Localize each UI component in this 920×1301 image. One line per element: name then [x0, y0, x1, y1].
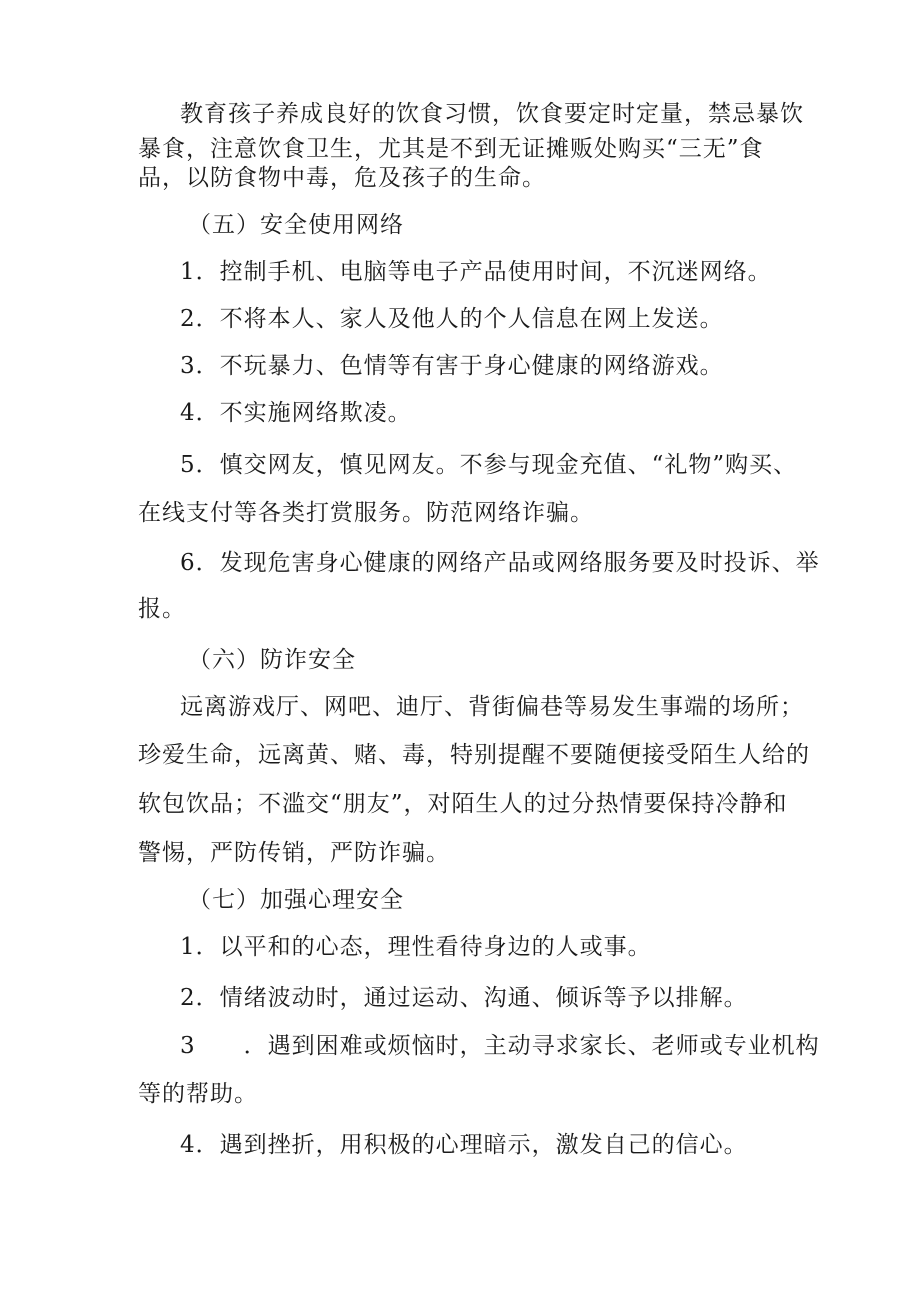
- food-line-3: 品，以防食物中毒，危及孩子的生命。: [138, 165, 546, 191]
- section-5-item-6-line-2: 报。: [138, 596, 186, 622]
- food-line-2: 暴食，注意饮食卫生，尤其是不到无证摊贩处购买“三无”食: [138, 136, 764, 162]
- section-6-para-line-3: 软包饮品；不滥交“朋友”，对陌生人的过分热情要保持冷静和: [138, 791, 788, 817]
- section-7-item-3-line-1: 3 ．遇到困难或烦恼时，主动寻求家长、老师或专业机构: [180, 1033, 820, 1059]
- section-5-item-1: 1．控制手机、电脑等电子产品使用时间，不沉迷网络。: [180, 259, 772, 285]
- section-7-item-1: 1．以平和的心态，理性看待身边的人或事。: [180, 934, 652, 960]
- section-5-item-4: 4．不实施网络欺凌。: [180, 400, 412, 426]
- section-5-item-5-line-2: 在线支付等各类打赏服务。防范网络诈骗。: [138, 500, 594, 526]
- section-7-item-4: 4．遇到挫折，用积极的心理暗示，激发自己的信心。: [180, 1132, 748, 1158]
- section-7-item-2: 2．情绪波动时，通过运动、沟通、倾诉等予以排解。: [180, 985, 748, 1011]
- section-5-heading: （五）安全使用网络: [188, 212, 404, 238]
- section-7-item-3-line-2: 等的帮助。: [138, 1081, 258, 1107]
- section-6-para-line-1: 远离游戏厅、网吧、迪厅、背街偏巷等易发生事端的场所；: [180, 694, 804, 720]
- section-6-heading: （六）防诈安全: [188, 647, 356, 673]
- section-5-item-3: 3．不玩暴力、色情等有害于身心健康的网络游戏。: [180, 353, 724, 379]
- section-6-para-line-2: 珍爱生命，远离黄、赌、毒，特别提醒不要随便接受陌生人给的: [138, 742, 810, 768]
- section-5-item-6-line-1: 6．发现危害身心健康的网络产品或网络服务要及时投诉、举: [180, 550, 820, 576]
- section-7-heading: （七）加强心理安全: [188, 887, 404, 913]
- section-5-item-2: 2．不将本人、家人及他人的个人信息在网上发送。: [180, 306, 724, 332]
- section-5-item-5-line-1: 5．慎交网友，慎见网友。不参与现金充值、“礼物”购买、: [180, 452, 798, 478]
- section-6-para-line-4: 警惕，严防传销，严防诈骗。: [138, 840, 450, 866]
- food-line-1: 教育孩子养成良好的饮食习惯，饮食要定时定量，禁忌暴饮: [180, 101, 804, 127]
